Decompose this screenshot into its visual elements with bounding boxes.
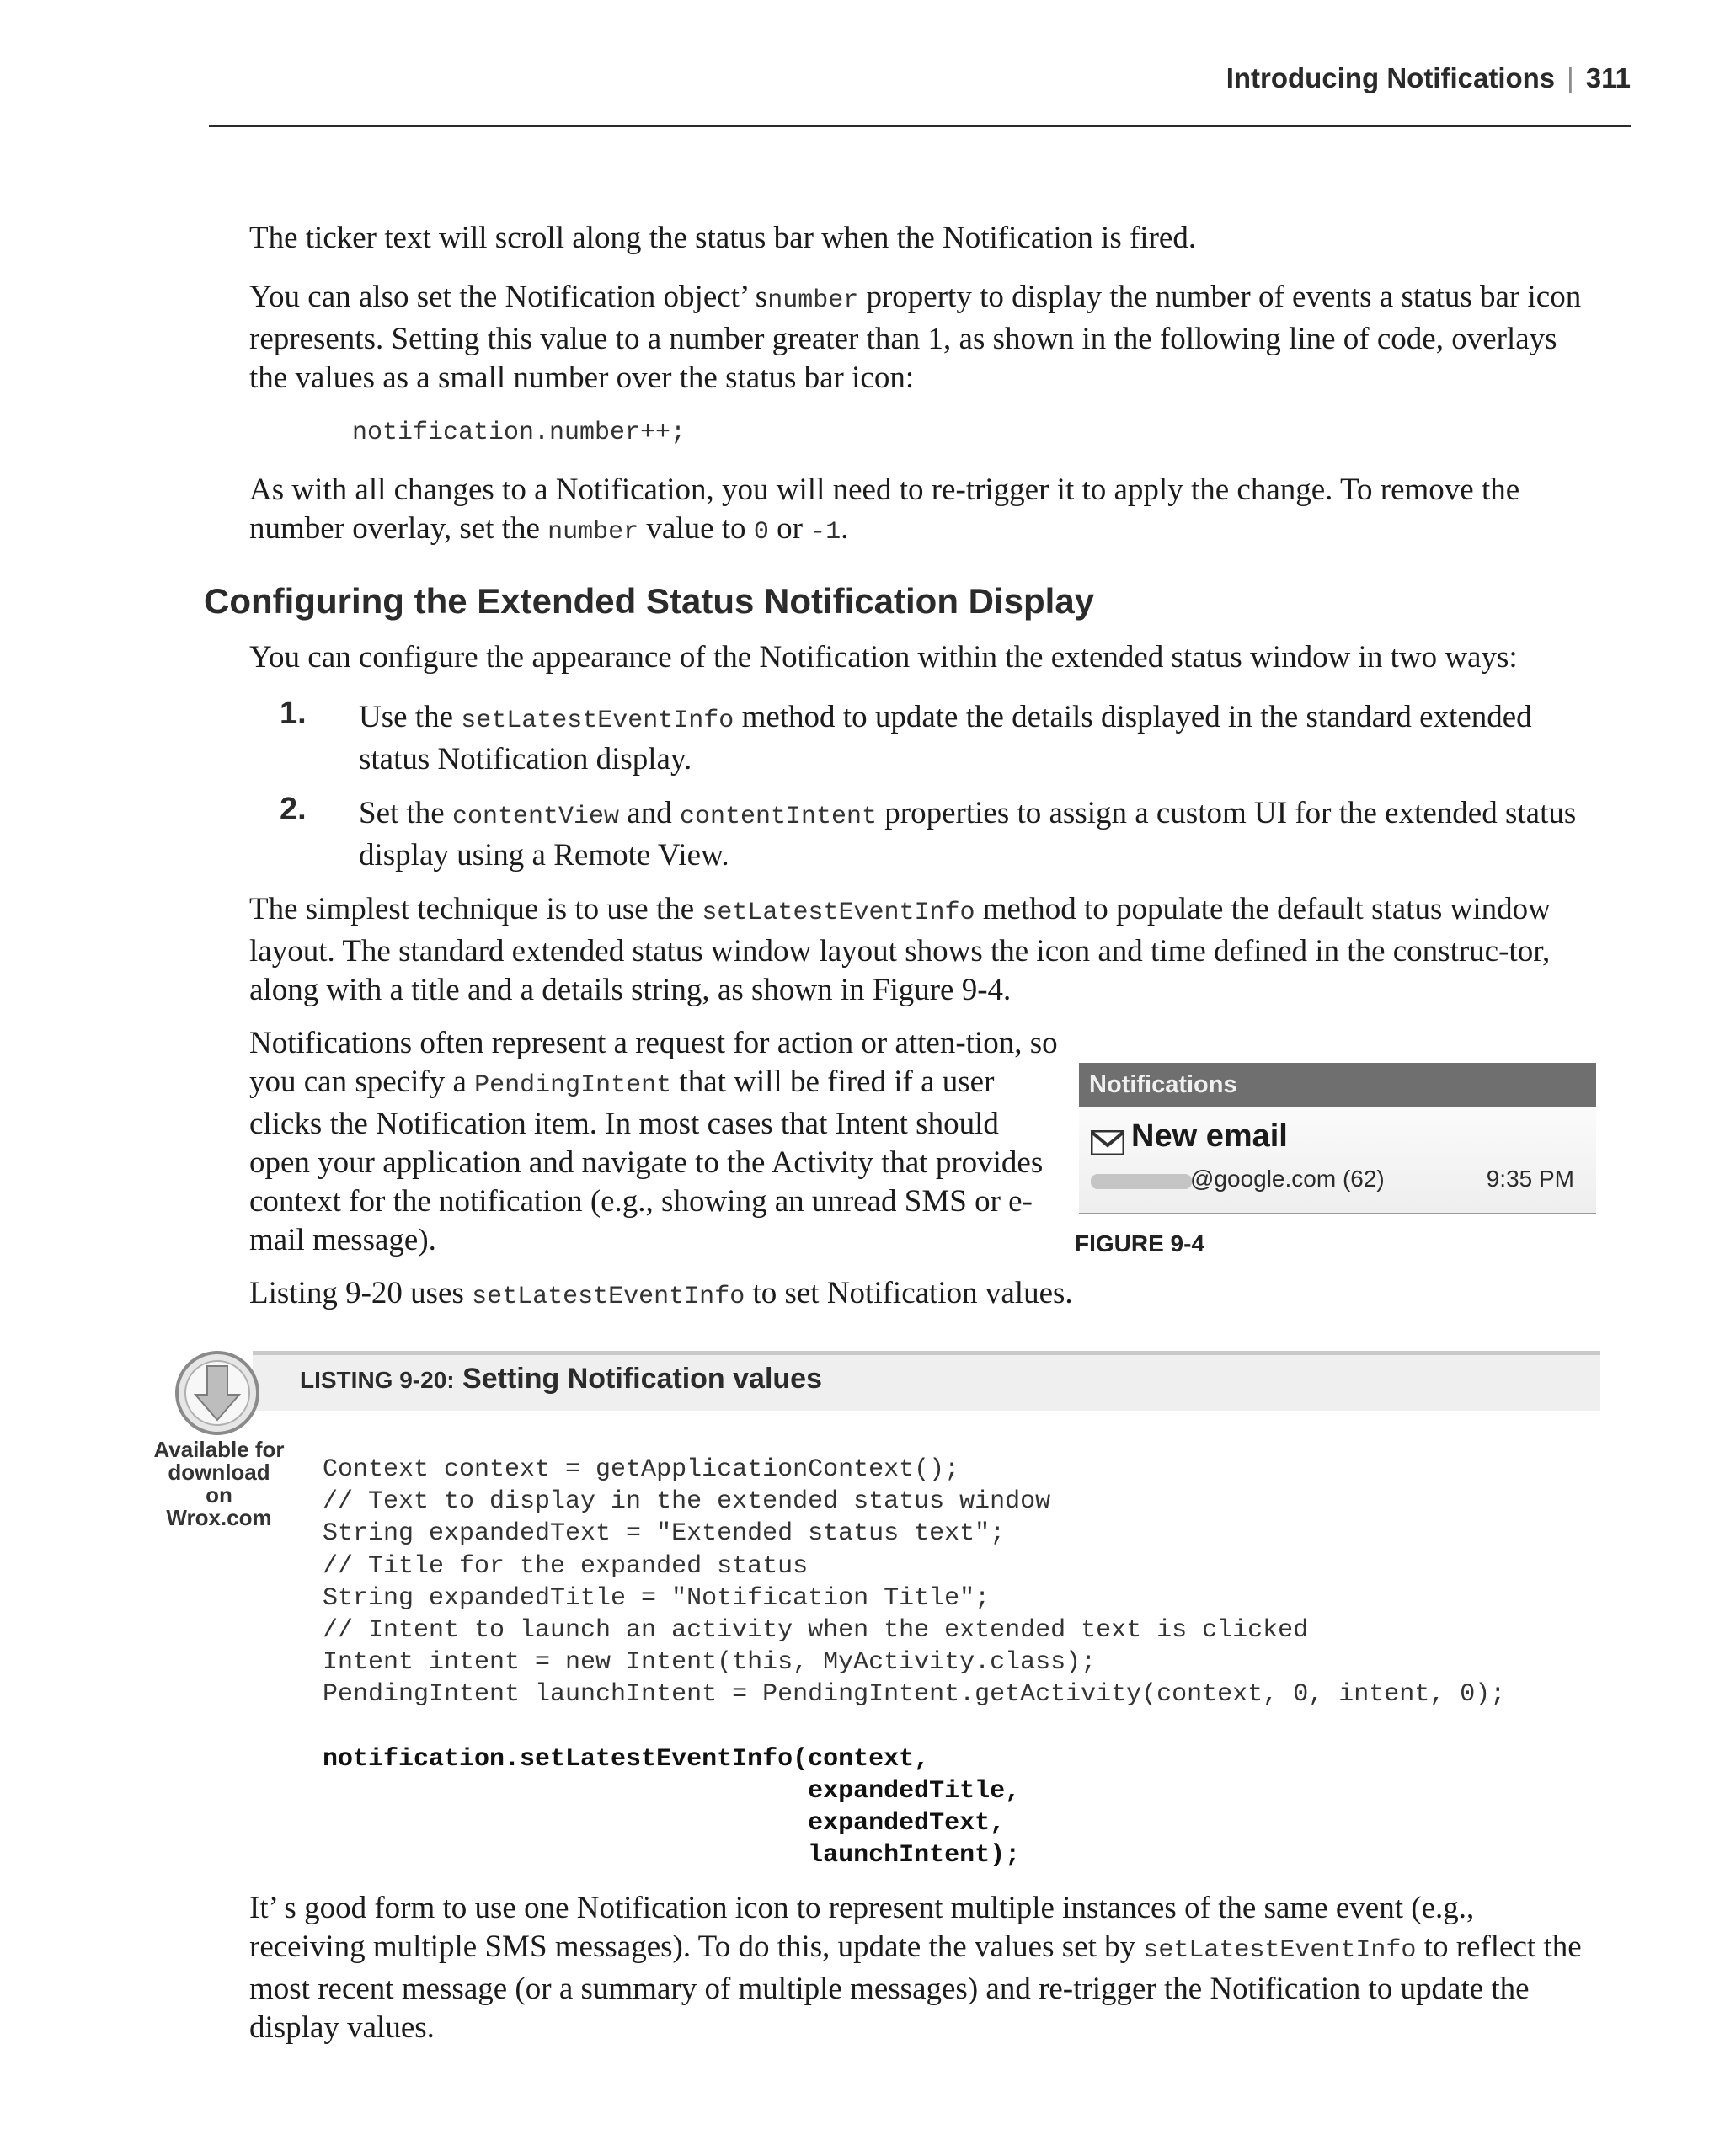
listing-label: LISTING 9-20: [300, 1367, 455, 1393]
inline-code: -1 [810, 518, 841, 547]
list-number: 1. [280, 696, 307, 731]
inline-code: contentView [451, 803, 620, 831]
text-run: that will be fired if a user clicks the Notification item. In most cases that Intent should open your application and navigate to the Activity that provides context for the notification (e.g., showing an unread SMS or e-mail message). [249, 1065, 1044, 1257]
download-text-line: Wrox.com [166, 1505, 272, 1530]
code-line: Intent intent = new Intent(this, MyActivity.class); [323, 1648, 1097, 1678]
code-line-highlighted: launchIntent); [323, 1841, 1021, 1870]
paragraph-retrigger [249, 471, 1597, 552]
text-run: properties to assign a custom UI for the extended status display using a Remote View. [359, 796, 1577, 873]
code-line-highlighted: notification.setLatestEventInfo(context, [323, 1744, 930, 1774]
text-run: Set the [359, 796, 452, 830]
listing-title [300, 1363, 822, 1396]
paragraph-good-form [249, 1889, 1597, 2047]
inline-code: PendingIntent [474, 1071, 672, 1100]
text-run: . [841, 511, 849, 546]
text-run: Use the [359, 700, 462, 734]
text-run: to reflect the most recent message (or a summary of multiple messages) and re-trigger the Notification to update the display values. [249, 1929, 1582, 2045]
code-line: String expandedTitle = "Notification Title"; [323, 1583, 991, 1613]
text-run: As with all changes to a Notification, you will need to re-trigger it to apply the change. To remove the number overlay, set the [249, 472, 1520, 546]
code-line: notification.number++; [352, 419, 686, 447]
download-icon [174, 1349, 261, 1437]
inline-code: number [547, 518, 639, 547]
paragraph-listing-intro [249, 1274, 1597, 1316]
inline-code: contentIntent [679, 803, 878, 831]
list-number: 2. [280, 792, 307, 827]
text-run: and [619, 796, 680, 830]
code-line: PendingIntent launchIntent = PendingIntent.getActivity(context, 0, intent, 0); [323, 1680, 1506, 1710]
figure-notifications-header: Notifications [1079, 1063, 1596, 1107]
list-item [359, 698, 1589, 779]
code-line: // Intent to launch an activity when the extended text is clicked [323, 1616, 1309, 1646]
redacted-text [1091, 1174, 1192, 1189]
figure-notification-time: 9:35 PM [1486, 1166, 1574, 1192]
download-text-line: Available for [153, 1437, 285, 1462]
running-header [209, 62, 1631, 94]
text-run: property to display the number of events a status bar icon represents. Setting this value to a number greater than 1, as shown in the following line of code, overlays the values as a small number over the status bar icon: [249, 280, 1582, 395]
code-line: // Title for the expanded status [323, 1551, 809, 1581]
code-line: // Text to display in the extended status window [323, 1487, 1051, 1517]
text-run: Notifications often represent a request for action or atten-tion, so you can specify a [249, 1026, 1058, 1099]
text-run: It’ s good form to use one Notification icon to represent multiple instances of the same event (e.g., receiving multiple SMS messages). To do this, update the values set by [249, 1891, 1475, 1964]
figure-notification-email: @google.com (62) [1190, 1166, 1385, 1192]
paragraph-two-ways: You can configure the appearance of the Notification within the extended status window in two ways: [249, 640, 1518, 675]
text-run: The simplest technique is to use the [249, 892, 702, 926]
paragraph-simplest-technique [249, 890, 1597, 1010]
figure-caption: FIGURE 9-4 [1075, 1230, 1205, 1257]
code-line: Context context = getApplicationContext(); [323, 1455, 960, 1484]
list-item [359, 794, 1589, 875]
text-run: value to [638, 511, 754, 546]
inline-code: setLatestEventInfo [1143, 1936, 1417, 1965]
inline-code: setLatestEventInfo [472, 1283, 745, 1311]
figure-notification-screenshot [1079, 1063, 1596, 1214]
listing-title-text: Setting Notification values [462, 1363, 822, 1395]
running-header-title: Introducing Notifications [1226, 62, 1556, 93]
text-run: You can also set the Notification object’ s [249, 280, 768, 314]
text-run: or [768, 511, 811, 546]
paragraph-ticker-text: The ticker text will scroll along the status bar when the Notification is fired. [249, 221, 1197, 255]
header-separator: | [1567, 62, 1574, 93]
mail-icon [1091, 1130, 1124, 1155]
code-line: String expandedText = "Extended status text"; [323, 1519, 1006, 1549]
section-heading: Configuring the Extended Status Notification Display [204, 581, 1095, 621]
inline-code: 0 [753, 518, 769, 547]
text-run: to set Notification values. [745, 1276, 1073, 1310]
figure-notification-title: New email [1131, 1118, 1288, 1154]
header-rule [209, 125, 1631, 127]
download-availability-text [152, 1438, 286, 1529]
text-run: method to update the details displayed in the standard extended status Notification display. [359, 700, 1532, 776]
listing-code-block [323, 1454, 1505, 1872]
paragraph-number-property [249, 278, 1597, 398]
code-line-highlighted: expandedText, [323, 1809, 1006, 1838]
text-run: Listing 9-20 uses [249, 1276, 473, 1310]
inline-code: setLatestEventInfo [461, 707, 734, 735]
inline-code: number [767, 286, 859, 315]
paragraph-pending-intent [249, 1024, 1058, 1260]
figure-notification-item [1079, 1107, 1596, 1213]
download-text-line: download on [168, 1460, 270, 1508]
text-run: method to populate the default status window layout. The standard extended status window layout shows the icon and time defined in the construc-tor, along with a title and a details string, as shown in Figure 9-4. [249, 892, 1551, 1007]
inline-code: setLatestEventInfo [702, 899, 975, 927]
page-number: 311 [1585, 62, 1631, 93]
code-line-highlighted: expandedTitle, [323, 1777, 1021, 1806]
